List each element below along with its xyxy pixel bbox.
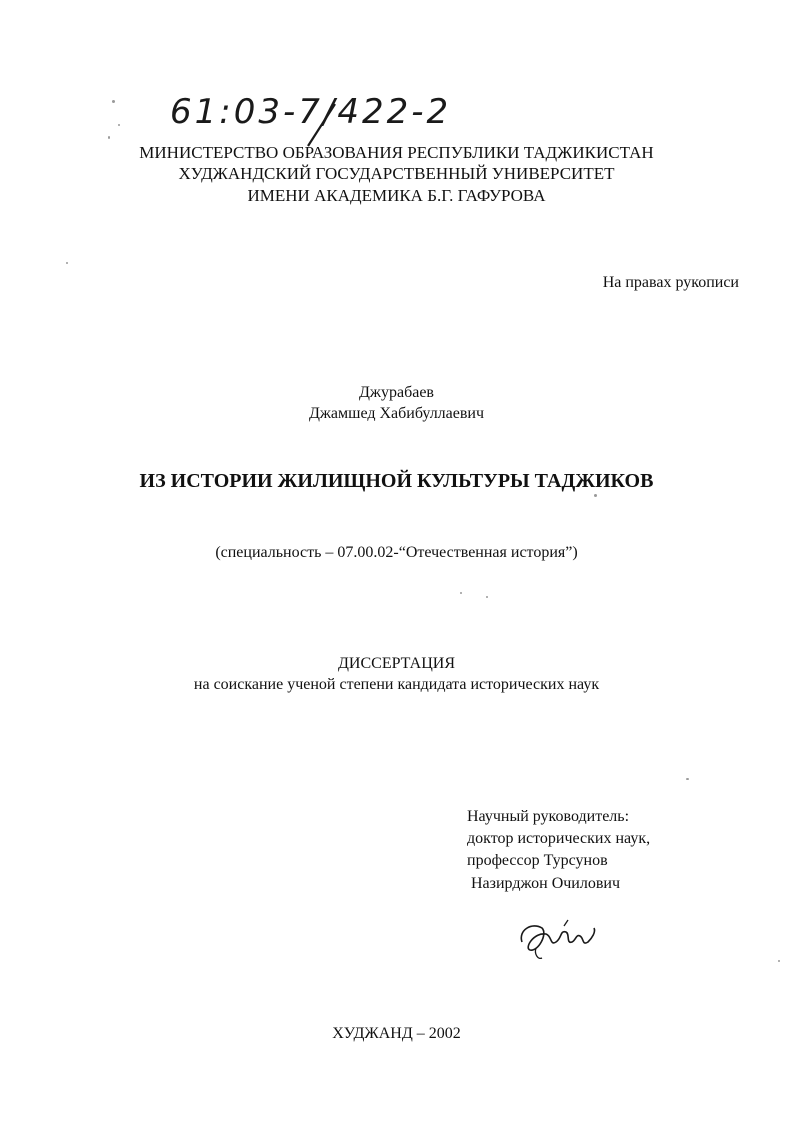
scan-speck xyxy=(108,136,110,139)
author-given-names: Джамшед Хабибуллаевич xyxy=(308,405,485,422)
university-heading: ХУДЖАНДСКИЙ ГОСУДАРСТВЕННЫЙ УНИВЕРСИТЕТ xyxy=(178,164,615,183)
scan-speck xyxy=(594,494,597,497)
supervisor-label: Научный руководитель: xyxy=(467,808,630,825)
dissertation-title: ИЗ ИСТОРИИ ЖИЛИЩНОЙ КУЛЬТУРЫ ТАДЖИКОВ xyxy=(139,470,654,492)
manuscript-rights-note: На правах рукописи xyxy=(602,274,739,291)
scan-speck xyxy=(118,124,120,126)
supervisor-title-surname: профессор Турсунов xyxy=(467,852,608,869)
scan-speck xyxy=(778,960,780,962)
scan-speck xyxy=(460,592,462,594)
specialty: (специальность – 07.00.02-“Отечественная история”) xyxy=(215,544,578,561)
scan-speck xyxy=(112,100,115,103)
ministry-heading: МИНИСТЕРСТВО ОБРАЗОВАНИЯ РЕСПУБЛИКИ ТАДЖИКИСТАН xyxy=(139,143,654,162)
scan-speck xyxy=(486,596,488,598)
named-after-heading: ИМЕНИ АКАДЕМИКА Б.Г. ГАФУРОВА xyxy=(247,186,546,205)
city-year: ХУДЖАНД – 2002 xyxy=(332,1025,461,1042)
scan-speck xyxy=(66,262,68,264)
scan-speck xyxy=(686,778,689,780)
archive-handwritten-mark: 61:03-7/422-2 xyxy=(170,92,452,132)
work-type: ДИССЕРТАЦИЯ xyxy=(338,655,455,672)
supervisor-signature xyxy=(512,912,602,964)
supervisor-given-names: Назирджон Очилович xyxy=(467,875,620,892)
author-surname: Джурабаев xyxy=(359,384,434,401)
supervisor-degree: доктор исторических наук, xyxy=(467,830,651,847)
work-purpose: на соискание ученой степени кандидата исторических наук xyxy=(193,676,600,693)
